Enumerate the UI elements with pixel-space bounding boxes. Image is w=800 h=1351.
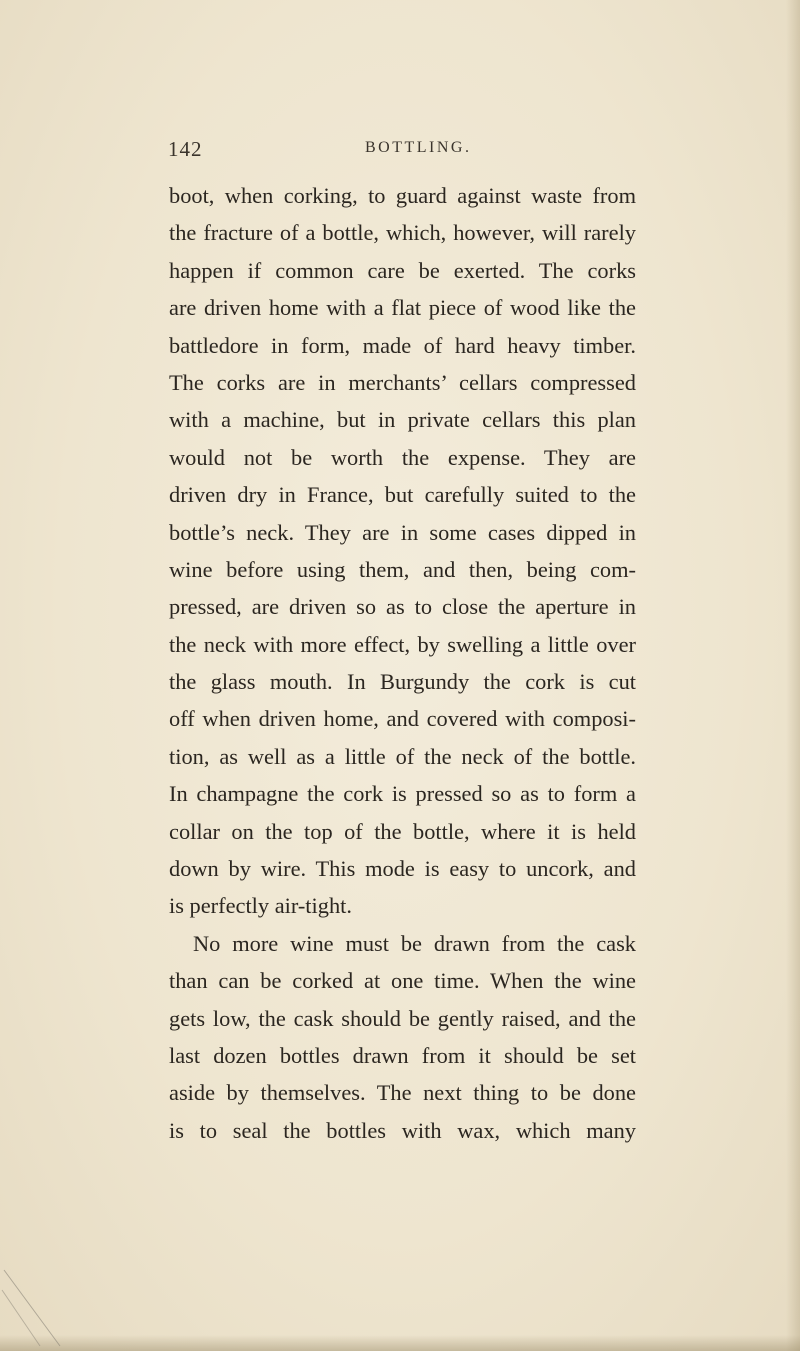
text-line: No more wine must be drawn from the cask [193, 930, 636, 956]
text-line: driven dry in France, but carefully suited to the [169, 482, 636, 508]
text-line: gets low, the cask should be gently raised, and the [169, 1005, 636, 1031]
text-line: the neck with more effect, by swelling a little over [169, 631, 636, 657]
text-line: The corks are in merchants’ cellars compressed [169, 369, 636, 395]
text-line: happen if common care be exerted. The corks [169, 257, 636, 283]
page-number: 142 [168, 137, 203, 161]
pencil-mark [0, 1250, 120, 1351]
text-line: off when driven home, and covered with composi- [169, 706, 636, 732]
text-line: battledore in form, made of hard heavy timber. [169, 332, 636, 358]
text-line: boot, when corking, to guard against waste from [169, 183, 636, 208]
running-head: BOTTLING. [365, 139, 472, 156]
text-line: than can be corked at one time. When the wine [169, 968, 636, 994]
page-header [168, 137, 668, 167]
text-line: last dozen bottles drawn from it should be set [169, 1042, 636, 1068]
text-line: wine before using them, and then, being com- [169, 556, 636, 582]
text-line: is to seal the bottles with wax, which many [169, 1117, 636, 1143]
text-line: would not be worth the expense. They are [169, 444, 636, 470]
body-text [169, 177, 636, 1149]
text-line: down by wire. This mode is easy to uncork, and [169, 856, 636, 882]
text-line: pressed, are driven so as to close the aperture in [169, 594, 636, 620]
page-edge-shadow [786, 0, 800, 1351]
text-line: collar on the top of the bottle, where it is held [169, 818, 636, 844]
text-line: aside by themselves. The next thing to be done [169, 1080, 636, 1106]
text-line: is perfectly air-tight. [169, 893, 352, 919]
text-line: with a machine, but in private cellars this plan [169, 407, 636, 433]
text-line: tion, as well as a little of the neck of the bottle. [169, 743, 636, 769]
text-line: In champagne the cork is pressed so as to form a [169, 781, 636, 807]
text-line: bottle’s neck. They are in some cases dipped in [169, 519, 636, 545]
text-line: the fracture of a bottle, which, however, will rarely [169, 220, 636, 246]
text-line: are driven home with a flat piece of wood like the [169, 295, 636, 321]
page-bottom-shadow [0, 1335, 800, 1351]
text-line: the glass mouth. In Burgundy the cork is cut [169, 669, 636, 695]
